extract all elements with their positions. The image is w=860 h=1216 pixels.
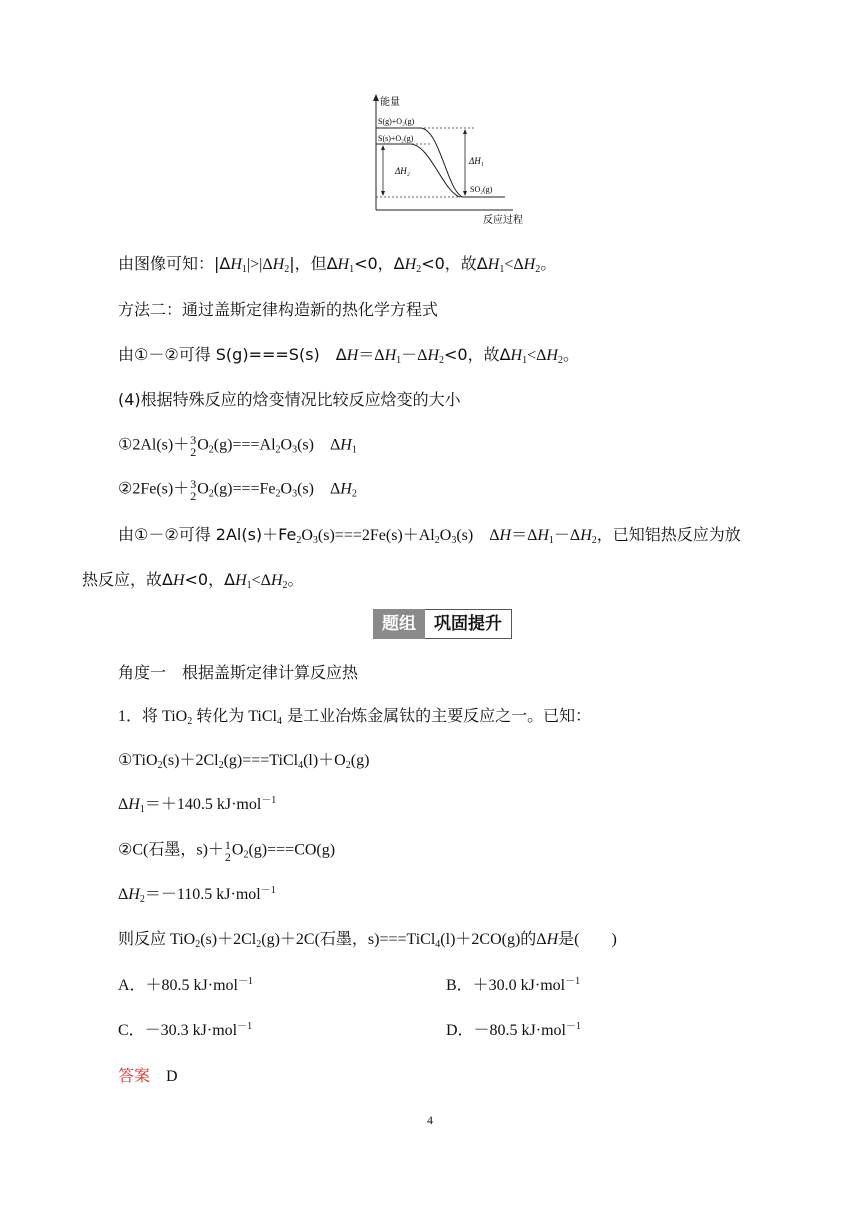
question-prompt: 则反应 $TiO_2(s)+2Cl_2(g)+2C$(石墨，s)===TiCl$_4$(l)＋2CO(g)的ΔH是( ) [118, 931, 617, 950]
dh2-label: ΔH₂ [395, 166, 410, 176]
method-two-heading: 方法二：通过盖斯定律构造新的热化学方程式 [118, 300, 439, 319]
answer-label: 答案 [118, 1066, 151, 1085]
exercise-group-badge [373, 609, 512, 639]
reaction-2: ②C(石墨，s)＋ 1 2 $O_2(g)===CO(g)$ [118, 838, 336, 864]
question-1-stem: 1．将 TiO$_2$ 转化为 TiCl$_4$ 是工业冶炼金属钛的主要反应之一。已知： [118, 706, 592, 727]
thermite-conclusion-line: 热反应，故ΔH<0，$\Delta H_1<\Delta H_2$。 [82, 570, 304, 591]
option-b[interactable]: B．＋30.0 kJ·mol$^{-1}$ [446, 976, 581, 994]
dh1-label: ΔH₁ [469, 156, 484, 166]
option-a[interactable]: A．＋80.5 kJ·mol$^{-1}$ [118, 976, 254, 994]
option-c[interactable]: C．－30.3 kJ·mol$^{-1}$ [118, 1021, 253, 1039]
angle-heading: 角度一 根据盖斯定律计算反应热 [118, 663, 359, 682]
level-top-label: S(g)+O₂(g) [378, 117, 415, 126]
option-d[interactable]: D．－80.5 kJ·mol$^{-1}$ [446, 1021, 582, 1039]
badge-right: 巩固提升 [425, 609, 512, 639]
energy-diagram [365, 92, 545, 227]
equation-2: ②2Fe(s)＋ 3 2 $O_2(g)===Fe_2O_3(s)$ $\Delta H_2$ [118, 477, 357, 503]
reaction-1: $①TiO_2(s)+2Cl_2(g)===TiCl_4(l)+O_2(g)$ [118, 752, 370, 771]
fraction-1-2: 1 2 [224, 838, 231, 864]
y-axis-label: 能量 [380, 97, 400, 108]
thermite-derivation-line: 由①－②可得 $2Al(s)+Fe_2O_3(s)===2Fe(s)+Al_2O_3(s)$ $\Delta H=\Delta H_1-\Delta H_2$，已知铝热反应为放 [118, 525, 741, 546]
section-4-heading: (4)根据特殊反应的焓变情况比较反应焓变的大小 [118, 390, 461, 409]
delta-h1-value: $\Delta H_1=+140.5$ kJ·mol$^{-1}$ [118, 795, 277, 815]
fraction-3-2: 3 2 [190, 477, 197, 503]
delta-h2-value: $\Delta H_2=-110.5$ kJ·mol$^{-1}$ [118, 885, 276, 905]
badge-left: 题组 [373, 609, 425, 639]
comparison-line: 由图像可知：$|\Delta H_1|>|\Delta H_2|$，但$\Delta H_1<0$，$\Delta H_2<0$，故$\Delta H_1<\Delta H_2$。 [118, 254, 557, 275]
answer-value: D [166, 1068, 178, 1085]
answer-line [118, 1066, 178, 1087]
page-number: 4 [427, 1113, 433, 1127]
x-axis-label: 反应过程 [483, 215, 523, 226]
equation-1: ①2Al(s)＋ 3 2 $O_2(g)===Al_2O_3(s)$ $\Delta H_1$ [118, 433, 357, 459]
fraction-3-2: 3 2 [190, 433, 197, 459]
level-bottom-label: SO₂(g) [470, 185, 493, 194]
hess-derivation-line: 由①－②可得 S(g)===S(s) $\Delta H=\Delta H_1-\Delta H_2<0$，故$\Delta H_1<\Delta H_2$。 [118, 345, 579, 366]
level-mid-label: S(s)+O₂(g) [378, 134, 414, 143]
